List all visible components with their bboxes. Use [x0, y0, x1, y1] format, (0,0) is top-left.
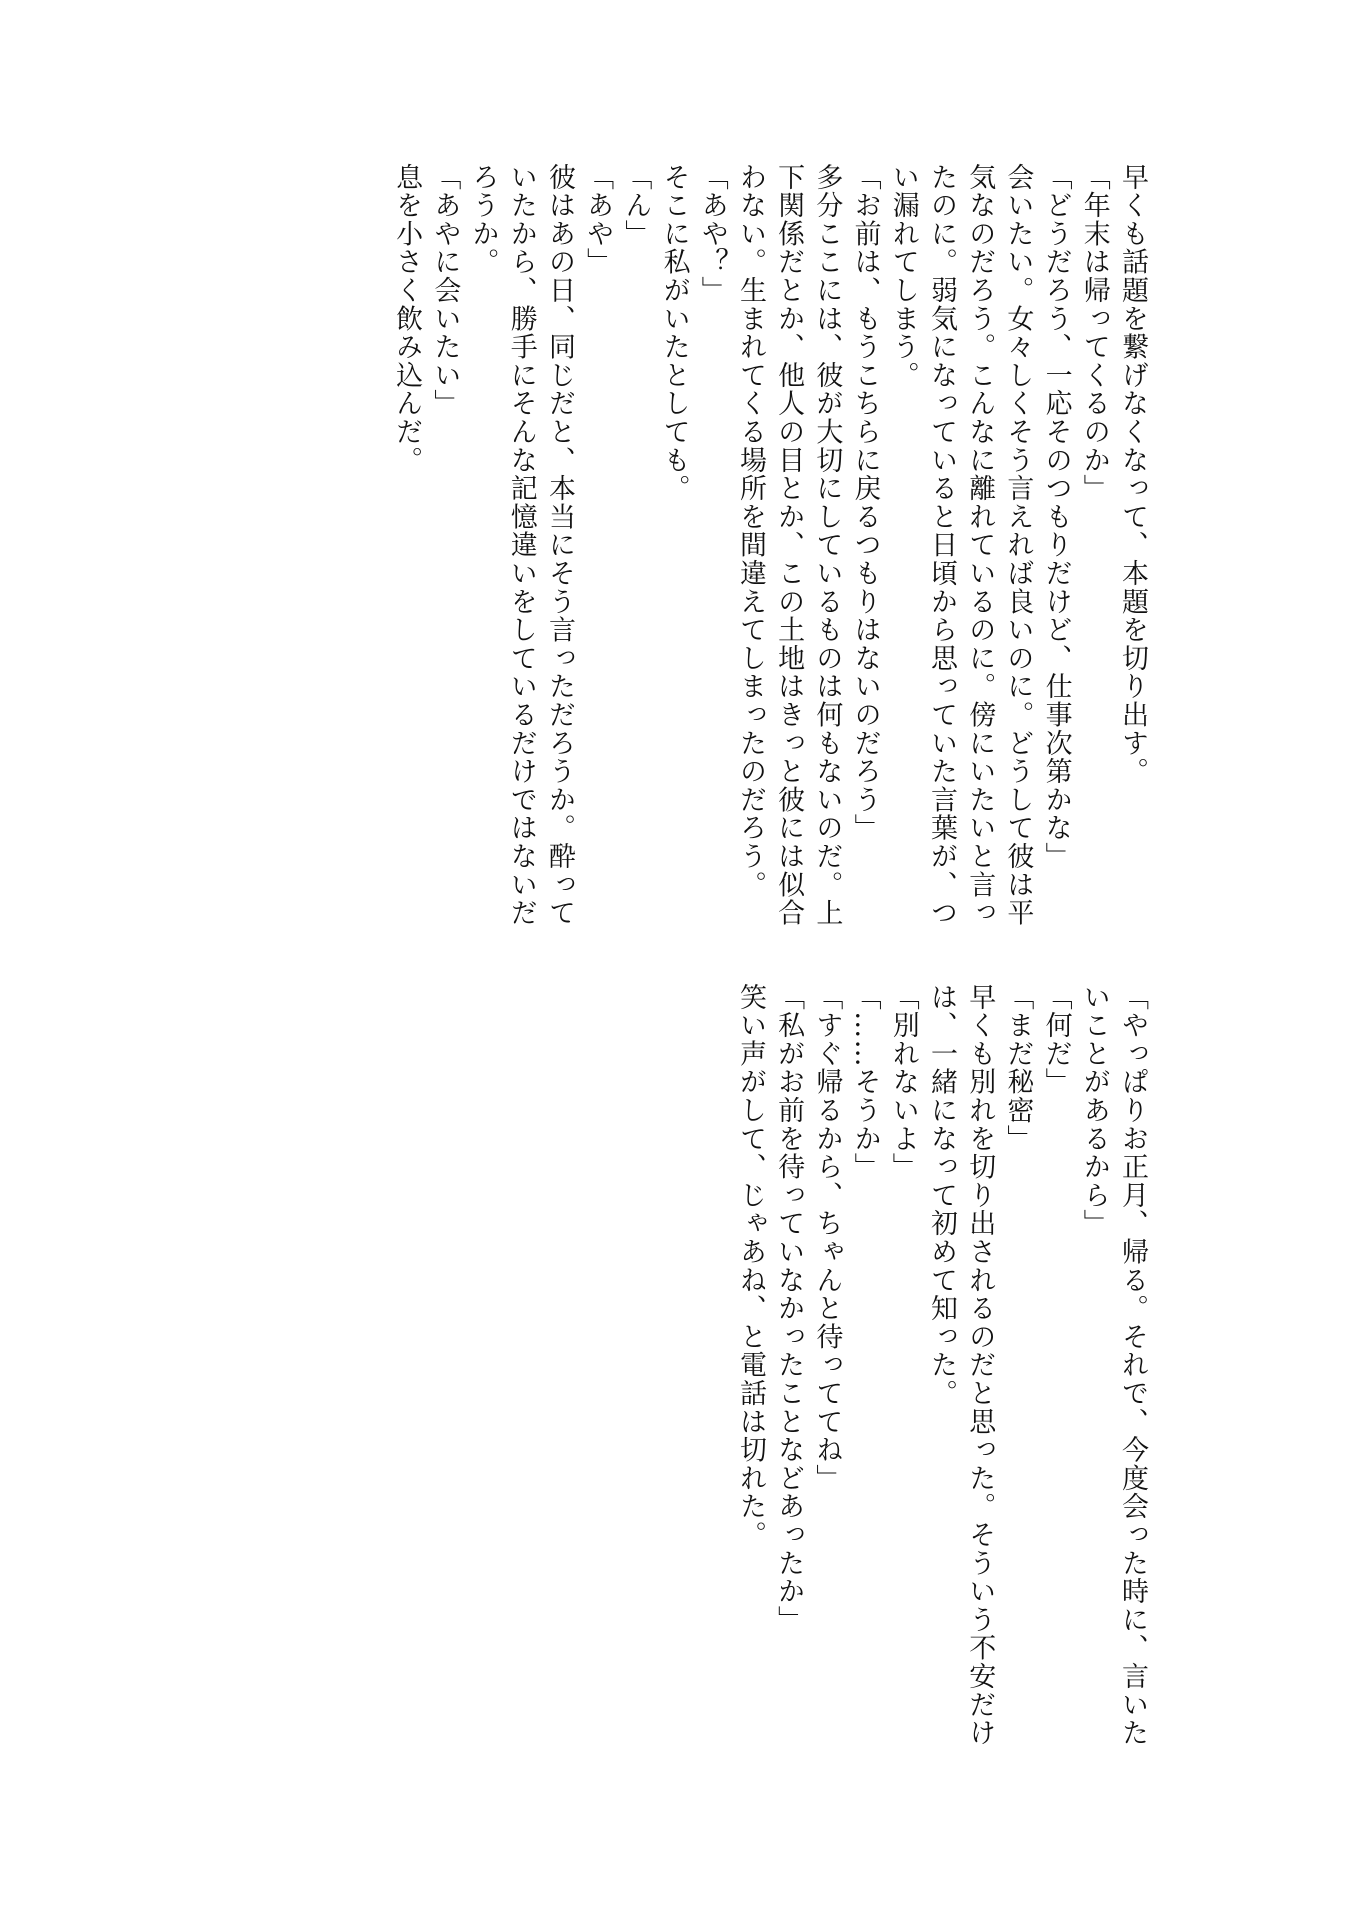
text-line: 彼はあの日、同じだと、本当にそう言っただろうか。酔って — [543, 163, 575, 928]
text-line: 早くも話題を繋げなくなって、本題を切り出す。 — [1117, 163, 1148, 786]
text-line: いことがあるから」 — [1078, 983, 1110, 1238]
text-line: は、一緒になって初めて知った。 — [925, 983, 957, 1408]
text-line: 「……そうか」 — [849, 983, 881, 1182]
text-line: 「あや」 — [582, 163, 614, 277]
upper-text-block — [387, 163, 1151, 928]
text-line: わない。生まれてくる場所を間違えてしまったのだろう。 — [734, 163, 766, 899]
text-line: 「お前は、もうこちらに戻るつもりはないのだろう」 — [849, 163, 881, 843]
text-line: 会いたい。女々しくそう言えれば良いのに。どうして彼は平 — [1002, 163, 1034, 928]
text-line: 下関係だとか、他人の目とか、この土地はきっと彼には似合 — [773, 163, 805, 928]
text-line: 「あや？」 — [696, 163, 728, 305]
text-line: 「別れないよ」 — [887, 983, 919, 1182]
text-line: そこに私がいたとしても。 — [658, 163, 690, 503]
text-line: 笑い声がして、じゃあね、と電話は切れた。 — [734, 983, 766, 1549]
text-line: 息を小さく飲み込んだ。 — [391, 163, 423, 475]
text-line: 「やっぱりお正月、帰る。それで、今度会った時に、言いた — [1117, 983, 1148, 1748]
text-line: 「私がお前を待っていなかったことなどあったか」 — [773, 983, 805, 1634]
text-line: い漏れてしまう。 — [887, 163, 919, 390]
text-line: ろうか。 — [467, 163, 499, 277]
text-line: 早くも別れを切り出されるのだと思った。そういう不安だけ — [964, 983, 996, 1748]
text-line: 多分ここには、彼が大切にしているものは何もないのだ。上 — [811, 163, 843, 928]
text-line: 「まだ秘密」 — [1002, 983, 1034, 1153]
text-line: たのに。弱気になっていると日頃から思っていた言葉が、つ — [925, 163, 957, 928]
text-line: 「年末は帰ってくるのか」 — [1078, 163, 1110, 503]
text-line: 「どうだろう、一応そのつもりだけど、仕事次第かな」 — [1040, 163, 1072, 871]
text-line: 「あやに会いたい」 — [429, 163, 461, 418]
text-line: いたから、勝手にそんな記憶違いをしているだけではないだ — [505, 163, 537, 928]
lower-text-block — [731, 983, 1151, 1748]
text-line: 「何だ」 — [1040, 983, 1072, 1097]
text-line: 「すぐ帰るから、ちゃんと待っててね」 — [811, 983, 843, 1493]
text-line: 気なのだろう。こんなに離れているのに。傍にいたいと言っ — [964, 163, 996, 928]
text-line: 「ん」 — [620, 163, 652, 248]
